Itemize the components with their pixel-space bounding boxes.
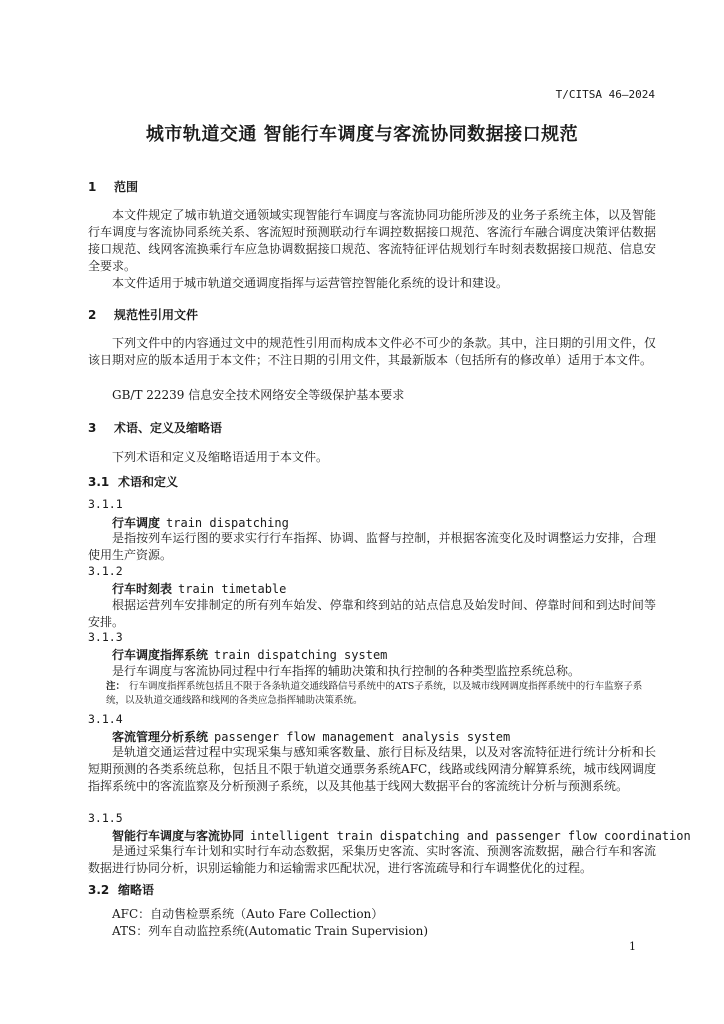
term-entry	[112, 728, 510, 745]
term-clause-number: 3.1.4	[88, 712, 123, 726]
subsection-title: 缩略语	[118, 883, 155, 897]
abbreviation-item: AFC：自动售检票系统（Auto Fare Collection）	[112, 907, 384, 921]
section-heading-normative	[88, 306, 198, 323]
term-en: passenger flow management analysis system	[214, 730, 511, 744]
term-definition: 是通过采集行车计划和实时行车动态数据，采集历史客流、实时客流、预测客流数据，融合行车和客流数据进行协同分析，识别运输能力和运输需求匹配状况，进行客流疏导和行车调整优化的过程。	[88, 844, 656, 875]
subsection-number: 3.2	[88, 883, 110, 897]
section-number: 1	[88, 180, 97, 194]
term-zh: 智能行车调度与客流协同	[112, 829, 245, 843]
terms-intro: 下列术语和定义及缩略语适用于本文件。	[112, 450, 329, 464]
term-definition: 根据运营列车安排制定的所有列车始发、停靠和终到站的站点信息及始发时间、停靠时间和到达时间等安排。	[88, 598, 656, 629]
term-definition: 是指按列车运行图的要求实行行车指挥、协调、监督与控制，并根据客流变化及时调整运力安排，合理使用生产资源。	[88, 531, 656, 562]
document-title: 城市轨道交通 智能行车调度与客流协同数据接口规范	[145, 124, 579, 145]
term-clause-number: 3.1.3	[88, 630, 123, 644]
section-title: 术语、定义及缩略语	[114, 421, 223, 435]
subsection-number: 3.1	[88, 475, 110, 489]
subsection-heading-abbreviations	[88, 881, 154, 898]
section-number: 2	[88, 308, 97, 322]
term-definition: 是行车调度与客流协同过程中行车指挥的辅助决策和执行控制的各种类型监控系统总称。	[112, 664, 581, 678]
normative-reference: GB/T 22239 信息安全技术网络安全等级保护基本要求	[112, 388, 405, 402]
scope-paragraph-2: 本文件适用于城市轨道交通调度指挥与运营管控智能化系统的设计和建设。	[112, 276, 509, 290]
section-heading-terms	[88, 419, 222, 436]
normative-paragraph: 下列文件中的内容通过文中的规范性引用而构成本文件必不可少的条款。其中，注日期的引用文件，仅该日期对应的版本适用于本文件；不注日期的引用文件，其最新版本（包括所有的修改单）适用于本文件。	[88, 336, 656, 367]
term-zh: 客流管理分析系统	[112, 730, 209, 744]
term-definition: 是轨道交通运营过程中实现采集与感知乘客数量、旅行目标及结果，以及对客流特征进行统计分析和长短期预测的各类系统总称，包括且不限于轨道交通票务系统AFC，线路或线网清分解算系统，城市线网调度指挥系统中的客流监察及分析预测子系统，以及其他基于线网大数据平台的客流统计分析与预测系统。	[88, 745, 656, 793]
term-clause-number: 3.1.2	[88, 564, 123, 578]
term-en: train timetable	[178, 582, 287, 596]
term-clause-number: 3.1.5	[88, 811, 123, 825]
term-zh: 行车调度指挥系统	[112, 648, 209, 662]
page-number: 1	[629, 940, 636, 953]
term-entry	[112, 827, 691, 844]
term-entry	[112, 580, 286, 597]
section-title: 规范性引用文件	[114, 308, 199, 322]
subsection-heading-terms-definitions	[88, 473, 178, 490]
scope-paragraph-1: 本文件规定了城市轨道交通领域实现智能行车调度与客流协同功能所涉及的业务子系统主体，以及智能行车调度与客流协同系统关系、客流短时预测联动行车调控数据接口规范、客流行车融合调度决策评估数据接口规范、线网客流换乘行车应急协调数据接口规范、客流特征评估规划行车时刻表数据接口规范、信息安全要求。	[88, 208, 656, 273]
term-zh: 行车调度	[112, 516, 161, 530]
note-label: 注：	[106, 681, 126, 692]
section-title: 范围	[114, 180, 139, 194]
standard-id: T/CITSA 46—2024	[555, 88, 655, 101]
term-entry	[112, 514, 289, 531]
term-note	[88, 680, 656, 708]
term-clause-number: 3.1.1	[88, 497, 123, 511]
term-entry	[112, 646, 387, 663]
abbreviation-item: ATS：列车自动监控系统(Automatic Train Supervision)	[112, 924, 429, 938]
term-zh: 行车时刻表	[112, 582, 173, 596]
term-en: train dispatching	[166, 516, 289, 530]
term-en: train dispatching system	[214, 648, 388, 662]
subsection-title: 术语和定义	[118, 475, 179, 489]
term-en: intelligent train dispatching and passenger flow coordination	[250, 829, 691, 843]
note-text: 行车调度指挥系统包括且不限于各条轨道交通线路信号系统中的ATS子系统，以及城市线网调度指挥系统中的行车监察子系统，以及轨道交通线路和线网的各类应急指挥辅助决策系统。	[106, 681, 643, 706]
section-number: 3	[88, 421, 97, 435]
section-heading-scope	[88, 178, 138, 195]
